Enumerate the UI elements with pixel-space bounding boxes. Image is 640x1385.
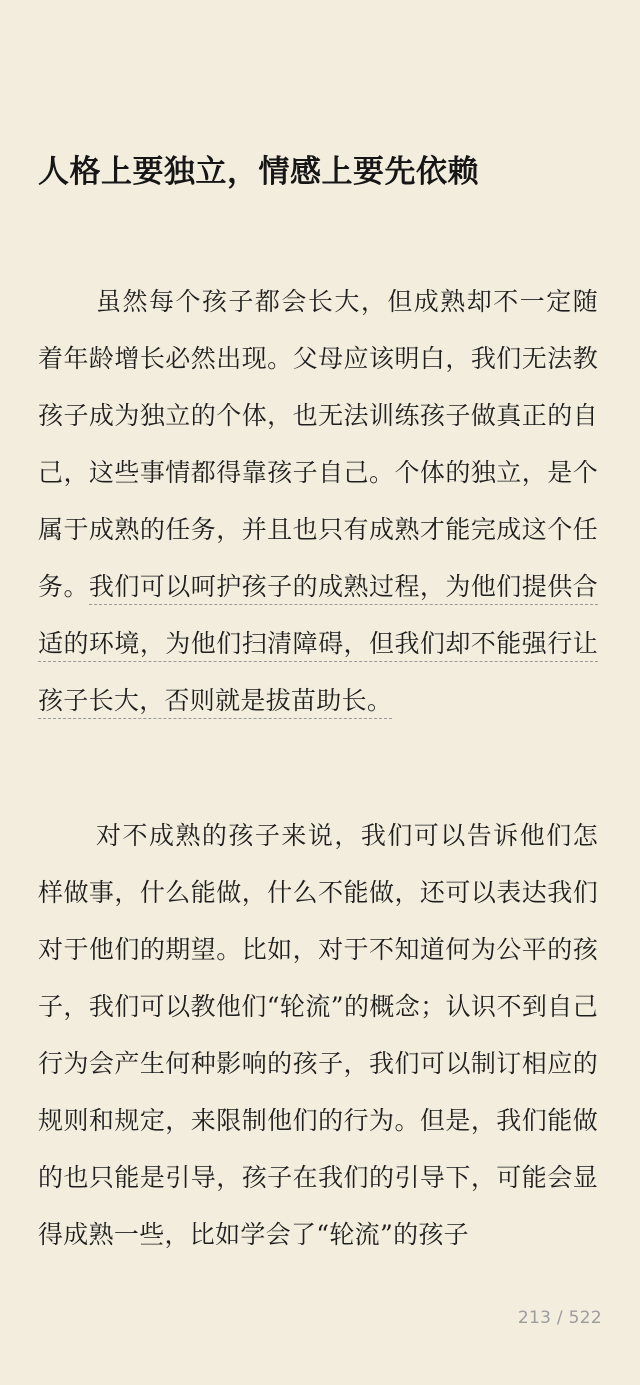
chapter-title: 人格上要独立，情感上要先依赖 — [38, 154, 479, 190]
page-number: 213 / 522 — [517, 1308, 602, 1328]
paragraph-1[interactable] — [38, 273, 598, 729]
paragraph-1-text[interactable]: 虽然每个孩子都会长大，但成熟却不一定随着年龄增长必然出现。父母应该明白，我们无法教孩子成为独立的个体，也无法训练孩子做真正的自己，这些事情都得靠孩子自己。个体的独立，是个属于成熟的任务，并且也只有成熟才能完成这个任务。 — [38, 287, 598, 601]
highlight-underline[interactable]: 我们可以呵护孩子的成熟过程，为他们提供合适的环境，为他们扫清障碍，但我们却不能强行让孩子长大，否则就是拔苗助长。 — [38, 572, 598, 719]
paragraph-2[interactable]: 对不成熟的孩子来说，我们可以告诉他们怎样做事，什么能做，什么不能做，还可以表达我们对于他们的期望。比如，对于不知道何为公平的孩子，我们可以教他们“轮流”的概念；认识不到自己行为会产生何种影响的孩子，我们可以制订相应的规则和规定，来限制他们的行为。但是，我们能做的也只能是引导，孩子在我们的引导下，可能会显得成熟一些，比如学会了“轮流”的孩子 — [38, 821, 598, 1249]
